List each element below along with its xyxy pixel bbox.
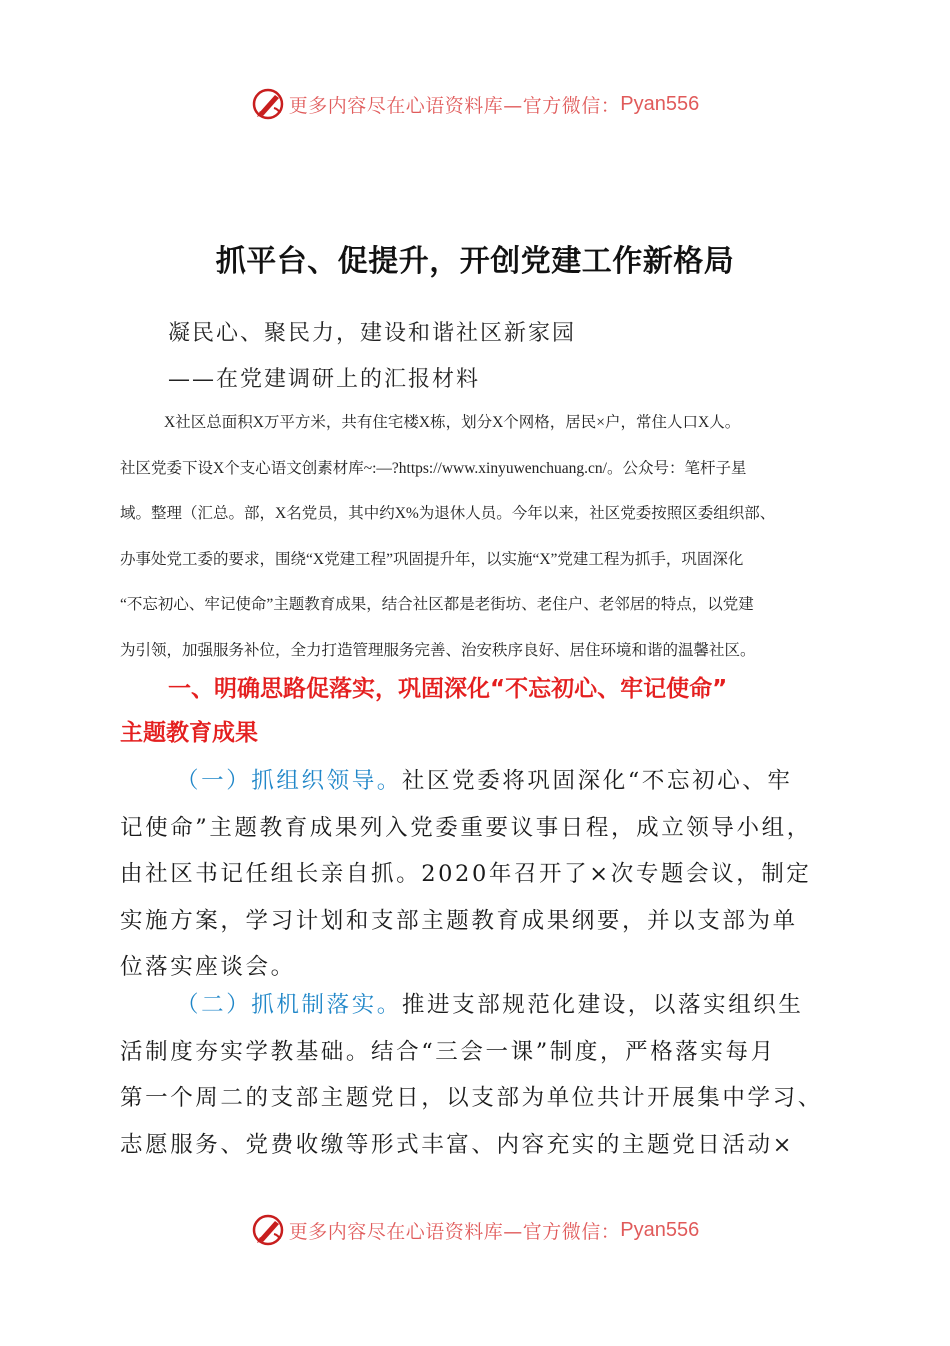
section-heading-line: 主题教育成果 [120, 720, 258, 746]
intro-line: 为引领，加强服务补位，全力打造管理服务完善、治安秩序良好、居住环境和谐的温馨社区。 [120, 641, 756, 659]
paragraph-text: 社区党委将巩固深化“不忘初心、牢 [401, 768, 793, 794]
subheading-lead: （一）抓组织领导。 [176, 768, 402, 794]
subheading-lead: （二）抓机制落实。 [176, 992, 402, 1018]
intro-paragraph [120, 400, 832, 673]
paragraph-line: 记使命”主题教育成果列入党委重要议事日程，成立领导小组， [120, 814, 812, 841]
paragraph-mechanism [120, 982, 836, 1168]
section-heading [120, 667, 840, 755]
paragraph-line [120, 758, 836, 805]
intro-line: 域。整理（汇总。部，X名党员，其中约X%为退休人员。今年以来，社区党委按照区委组织部、 [120, 505, 776, 522]
intro-line: 社区党委下设X个支心语文创素材库~:—?https://www.xinyuwenchuang.cn/。公众号：笔杆子星 [120, 459, 747, 477]
banner-wechat-id: Pyan556 [620, 92, 700, 115]
paragraph-line: 实施方案，学习计划和支部主题教育成果纲要，并以支部为单 [120, 907, 798, 934]
paragraph-line: 位落实座谈会。 [120, 954, 296, 980]
banner-text: 更多内容尽在心语资料库—官方微信： [288, 1220, 621, 1243]
pen-logo-icon [251, 1212, 287, 1248]
footer-watermark-banner [0, 1208, 950, 1252]
section-heading-line: 一、明确思路促落实，巩固深化“不忘初心、牢记使命” [168, 676, 728, 702]
paragraph-text: 推进支部规范化建设，以落实组织生 [401, 992, 804, 1018]
intro-line: X社区总面积X万平方米，共有住宅楼X栋，划分X个网格，居民×户，常住人口X人。 [164, 414, 741, 431]
banner-text: 更多内容尽在心语资料库—官方微信： [288, 94, 621, 117]
intro-line: 办事处党工委的要求，围绕“X党建工程”巩固提升年，以实施“X”党建工程为抓手，巩固深化 [120, 550, 744, 568]
document-title: 抓平台、促提升，开创党建工作新格局 [215, 244, 735, 279]
paragraph-line: 活制度夯实学教基础。结合“三会一课”制度，严格落实每月 [120, 1038, 776, 1065]
document-subtitle-caption: ——在党建调研上的汇报材料 [168, 367, 481, 392]
header-watermark-banner [0, 82, 950, 126]
paragraph-line: 志愿服务、党费收缴等形式丰富、内容充实的主题党日活动× [120, 1131, 795, 1158]
pen-logo-icon [251, 86, 287, 122]
paragraph-line: 第一个周二的支部主题党日，以支部为单位共计开展集中学习、 [120, 1085, 823, 1111]
paragraph-line: 由社区书记任组长亲自抓。2020年召开了×次专题会议，制定 [120, 861, 812, 887]
paragraph-organization [120, 758, 836, 991]
intro-line: “不忘初心、牢记使命”主题教育成果，结合社区都是老街坊、老住户、老邻居的特点，以党建 [120, 596, 754, 613]
banner-wechat-id: Pyan556 [620, 1218, 700, 1241]
document-subtitle: 凝民心、聚民力，建设和谐社区新家园 [168, 321, 577, 346]
paragraph-line [120, 982, 836, 1029]
